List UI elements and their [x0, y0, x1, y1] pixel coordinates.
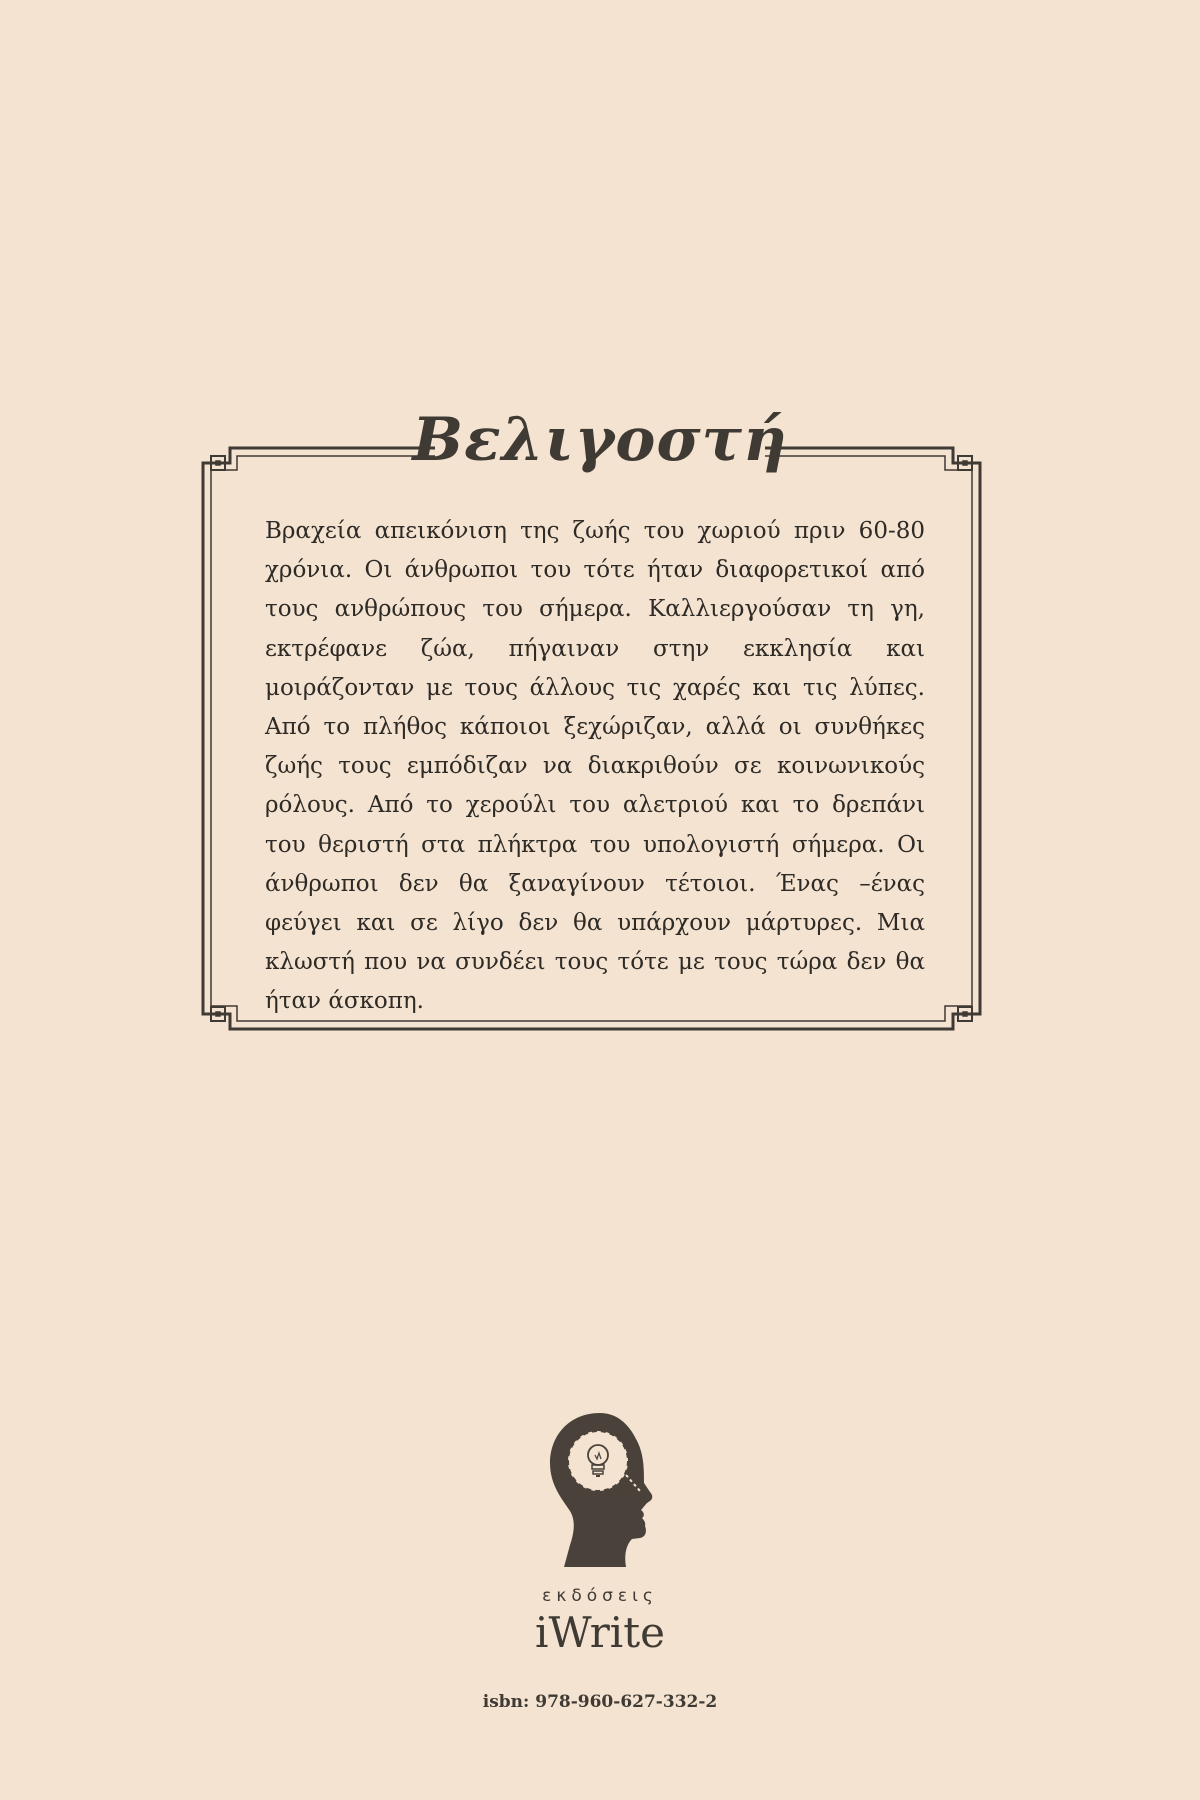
back-cover-blurb: Βραχεία απεικόνιση της ζωής του χωριού πριν 60-80 χρόνια. Οι άνθρωποι του τότε ήταν διαφορετικοί από τους ανθρώπους του σήμερα. Καλλιεργούσαν τη γη, εκτρέφανε ζώα, πήγαιναν στην εκκλησία και μοιράζονταν με τους άλλους τις χαρές και τις λύπες. Από το πλήθος κάποιοι ξεχώριζαν, αλλά οι συνθήκες ζωής τους εμπόδιζαν να διακριθούν σε κοινωνικούς ρόλους. Από το χερούλι του αλετριού και το δρεπάνι του θεριστή στα πλήκτρα του υπολογιστή σήμερα. Οι άνθρωποι δεν θα ξαναγίνουν τέτοιοι. Ένας –ένας φεύγει και σε λίγο δεν θα υπάρχουν μάρτυρες. Μια κλωστή που να συνδέει τους τότε με τους τώρα δεν θα ήταν άσκοπη. [265, 518, 925, 1015]
publisher-name: iWrite [535, 1608, 665, 1657]
publisher-label: εκδόσεις [542, 1586, 658, 1606]
isbn-text: isbn: 978-960-627-332-2 [482, 1692, 718, 1712]
publisher-block [0, 1405, 1200, 1659]
head-with-lightbulb-icon [540, 1405, 660, 1575]
book-title: Βελιγοστή [412, 405, 788, 475]
